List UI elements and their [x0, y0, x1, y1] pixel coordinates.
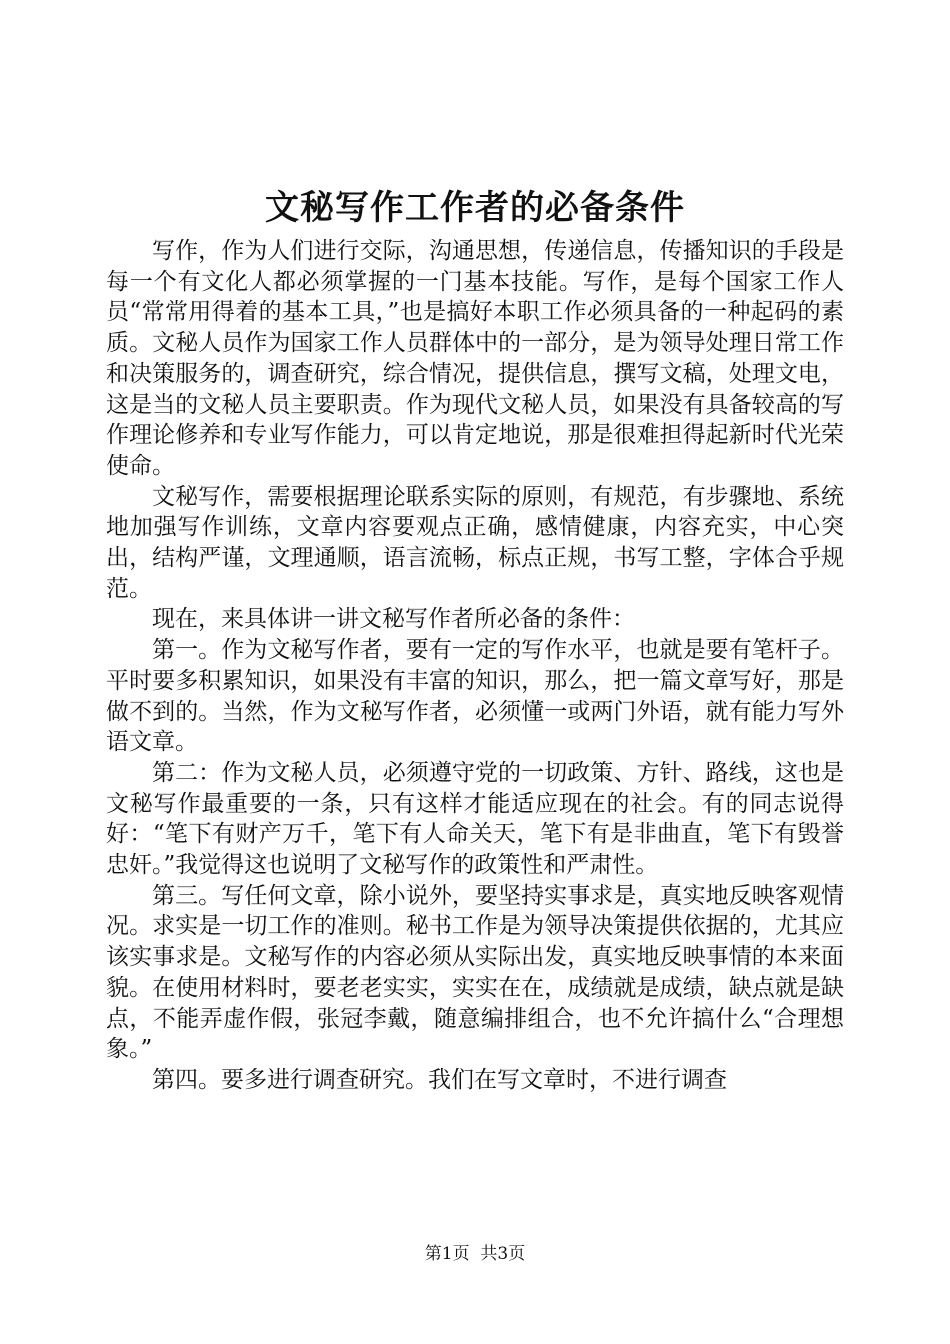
paragraph: 第一。作为文秘写作者，要有一定的写作水平，也就是要有笔杆子。平时要多积累知识，如果没有丰富的知识，那么，把一篇文章写好，那是做不到的。当然，作为文秘写作者，必须懂一或两门外语，就有能力写外语文章。 [106, 637, 844, 756]
page-footer [0, 1242, 950, 1266]
page-total: 共3页 [480, 1244, 526, 1264]
paragraph: 第四。要多进行调查研究。我们在写文章时，不进行调查 [152, 1066, 727, 1093]
paragraph: 文秘写作，需要根据理论联系实际的原则，有规范，有步骤地、系统地加强写作训练，文章内容要观点正确，感情健康，内容充实，中心突出，结构严谨，文理通顺，语言流畅，标点正规，书写工整，字体合乎规范。 [106, 483, 844, 602]
paragraph: 现在，来具体讲一讲文秘写作者所必备的条件： [152, 606, 635, 633]
document-body [106, 236, 844, 1096]
paragraph: 第二：作为文秘人员，必须遵守党的一切政策、方针、路线，这也是文秘写作最重要的一条，只有这样才能适应现在的社会。有的同志说得好：“笔下有财产万千，笔下有人命关天，笔下有是非曲直，笔下有毁誉忠奸。”我觉得这也说明了文秘写作的政策性和严肃性。 [106, 759, 844, 879]
paragraph: 写作，作为人们进行交际，沟通思想，传递信息，传播知识的手段是每一个有文化人都必须掌握的一门基本技能。写作，是每个国家工作人员“常常用得着的基本工具，”也是搞好本职工作必须具备的一种起码的素质。文秘人员作为国家工作人员群体中的一部分，是为领导处理日常工作和决策服务的，调查研究，综合情况，提供信息，撰写文稿，处理文电，这是当的文秘人员主要职责。作为现代文秘人员，如果没有具备较高的写作理论修养和专业写作能力，可以肯定地说，那是很难担得起新时代光荣使命。 [106, 238, 844, 479]
footer-separator [470, 1244, 481, 1264]
document-title: 文秘写作工作者的必备条件 [265, 188, 685, 228]
page-number: 第1页 [424, 1244, 470, 1264]
paragraph: 第三。写任何文章，除小说外，要坚持实事求是，真实地反映客观情况。求实是一切工作的准则。秘书工作是为领导决策提供依据的，尤其应该实事求是。文秘写作的内容必须从实际出发，真实地反映事情的本来面貌。在使用材料时，要老老实实，实实在在，成绩就是成绩，缺点就是缺点，不能弄虚作假，张冠李戴，随意编排组合，也不允许搞什么“合理想象。” [106, 882, 844, 1063]
